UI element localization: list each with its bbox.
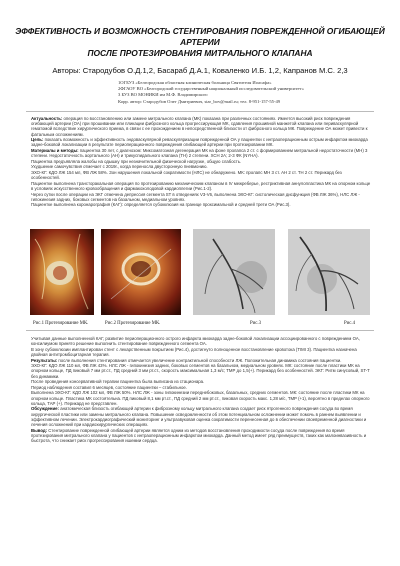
conclusion-text: Стентирование поврежденной огибающей артерии является одним из методов восстановления проходимости сосуда после повреждения во время протезирования митрального клапана у пациентов с интраоперационным инфарктом миокарда. Данный метод имеет ряд преимуществ, таких как малоинвазивность и быстрота, что снижает риск прогрессирования ишемии сердца.	[31, 427, 367, 443]
discussion-text: анатомическая близость огибающей артерии к фиброзному кольцу митрального клапана создает риск ятрогенного повреждения сосуда во время хирургической пластики или замены митрального клапана. Повышение осведомленности об этом потенциальном осложнении может помочь в раннем выявлении и эффективном лечении. Электрокардиографический мониторинг и ультразвуковая оценка сократимости перенесенная до в обеспечении своевременной диагностики и лечения осложнений при кардиохирургических операциях.	[31, 406, 367, 427]
surgery-photo-1-image	[30, 229, 94, 315]
affiliation-1: 1ОГБУЗ «Белгородская областная клиническая больница Святителя Иоасафа»	[118, 80, 272, 85]
conclusion-label: Вывод:	[31, 427, 48, 433]
methods-line-1: пациентка 30 лет, с диагнозом: Миксоматозная дегенерация МК на фоне пролапса 2 ст. с формированием митральной недостаточности (МН) 3 степени. Недостаточность аортального (АН) и трикуспидального клапана (ТН) 2 степени. ХСН 2А; 2-3 ФК (NYHA).	[31, 148, 368, 159]
angiogram-4-image	[288, 229, 370, 315]
figure-4-angiogram-after-stent	[288, 229, 370, 315]
middle-line-1: Учитывая данные выполненной КАГ, развитие периоперационного острого инфаркта миокарда задне-боковой локализации ассоциированного с повреждением ОА, консилиумом принято решение выполнить стентирование поврежденного сегмента ОА.	[31, 336, 360, 347]
figure-3-caption: Рис.3	[250, 321, 261, 326]
goal-text: показать возможность и эффективность эндоваскулярной реваскуляризации поврежденной ОА у пациентки с интраоперационным острым инфарктом миокарда задне-боковой локализации в результате периоперационного повреждения огибающей артерии при протезировании МК.	[31, 137, 368, 148]
divider-mid	[26, 330, 374, 331]
methods-paragraph	[31, 148, 371, 158]
results-label: Результаты:	[31, 357, 58, 363]
figure-1-surgery-photo	[30, 229, 94, 315]
title-line-2: ПОСЛЕ ПРОТЕЗИРОВАНИЯ МИТРАЛЬНОГО КЛАПАНА	[87, 48, 313, 58]
methods-line-4: ЭХО-КГ: КДО ЛЖ 154 мл, ФВ ЛЖ 58%. Зон нарушения локальной сократимости (НЛС) не обнаружено. МК: пролапс МН 3 ст. АН 2 ст. ТН 2 ст. Перикард без особенностей.	[31, 169, 342, 181]
discussion-paragraph	[31, 406, 371, 427]
affiliation-2: 2ФГАОУ ВО «Белгородский государственный национальный исследовательский университет»	[118, 86, 304, 92]
affiliations	[118, 80, 318, 105]
methods-line-5: Пациентке выполнена трансторакальная операция по протезированию механическим клапаном в IV межреберье, рестриктивная аннулопластика МК на опорном кольце в условиях искусственного кровообращения и фармакохолодовой кардиоплегии (Рис.1-2).	[31, 180, 371, 191]
results-text: после выполнения стентирования отмечается увеличение контрактильной способности ЛЖ. Положительная динамика состояния пациентки.	[58, 357, 342, 363]
methods-line-7: Пациентке выполнена коронарография (КАГ): определяется субокклюзия на границе проксимальной и средней трети ОА (Рис.3).	[31, 202, 291, 208]
authors-line: Авторы: Стародубов О.Д.1,2, Басараб Д.А.1, Коваленко И.Б. 1,2, Капранов М.С. 2,3	[52, 66, 348, 75]
divider-top	[26, 111, 374, 112]
results-paragraph	[31, 358, 371, 363]
corresponding-author: Корр. автор: Стародубов Олег Дмитриевич, star_bov@mail.ru; тел. 8-951-157-55-49	[118, 98, 281, 104]
results-line-3: Период наблюдения составил 6 месяцев, состояние пациентки – стабильное.	[31, 384, 187, 390]
relevance-label: Актуальность:	[31, 116, 63, 121]
surgery-photo-2-image	[101, 229, 181, 315]
middle-line-2: В зону субокклюзии имплантирован стент с лекарственным покрытием (Рис.4), достигнуто полноценное восстановление кровотока (TIMI 3). Пациентка назначена двойная антитромбоцитарная терапия.	[31, 346, 357, 357]
figure-2-surgery-photo	[101, 229, 181, 315]
intro-section	[31, 116, 371, 208]
figure-4-caption: Рис.4	[344, 321, 355, 326]
angiogram-3-image	[193, 229, 275, 315]
goal-label: Цель:	[31, 137, 44, 143]
methods-line-3: Ухудшение самочувствия отмечает с 2019г., когда переносла двусторонную пневмонию.	[31, 164, 208, 170]
conclusion-paragraph	[31, 428, 371, 444]
relevance-paragraph	[31, 116, 371, 137]
goal-paragraph	[31, 137, 371, 147]
title-line-1: ЭФФЕКТИВНОСТЬ И ВОЗМОЖНОСТЬ СТЕНТИРОВАНИЯ ПОВРЕЖДЕННОЙ ОГИБАЮЩЕЙ АРТЕРИИ	[15, 26, 385, 47]
affiliation-3: 3 БУЗ ВО МОНИКИ им М.Ф. Владимирского	[118, 92, 208, 98]
figure-3-angiogram	[193, 229, 275, 315]
methods-line-6: Через сутки после операции на ЭКГ отмечена депрессия сегмента ST в отведениях V3-V6, выполнена ЭХО-КГ: систолическая дисфункция (ФВ ЛЖ 36%), НЛС ЛЖ - гипокинезия задних, боковых сегментов на базальном, медиальном уровнях.	[31, 191, 360, 202]
figure-1-caption: Рис.1 Протезирование МК.	[33, 321, 89, 326]
poster-title	[12, 26, 388, 59]
results-line-4: Выполнена ЭХО-КГ: КДО ЛЖ 102 мл, ФВ ЛЖ 50%. НЛС ЛЖ - зоны гипокинезии переднебоковых, базальных, средних сегментов. МК: состояние после пластики МК на опорном кольце. Пластика МК состоятельна. ПД пиковый 8,1 мм рт.ст., ПД средний 2 мм рт.ст., пиковая скорость макс. 1,28 м/с, ТМР (+1), вероятно в пределах опорного кольца, ТАР (+). Перикард не представлен.	[31, 390, 370, 406]
discussion-label: Обсуждение:	[31, 406, 59, 412]
results-section	[31, 336, 371, 444]
results-line-2: После проведения консервативной терапии пациентка была выписана из стационара.	[31, 379, 205, 385]
methods-line-2: Пациентка предъявляла жалобы на одышку при незначительной физической нагрузке, общую слабость.	[31, 158, 242, 164]
results-line-1: ЭХО-КГ: КДО ЛЖ 110 мл, ФВ ЛЖ 43%. НЛС ЛЖ - гипокинезия задних, боковых сегментов на базальном, медиальном уровнях. МК: состояние после пластики МК на опорном кольце, ПД пиковый 7 мм рт.ст., ПД средний 3 мм рт.ст., скорость максимальная 1,3 м/с; ТМР до 1,5(+). Перикард без особенностей. ЭКГ: Ритм синусовый, ST-T без динамики.	[31, 363, 370, 379]
methods-label: Материалы и методы:	[31, 148, 79, 153]
figure-2-caption: Рис.2 Протезирование МК.	[105, 321, 161, 326]
relevance-text: операция по восстановлению или замене митрального клапана (МК) показана при различных состояниях. Имеется высокий риск повреждения огибающей артерии (ОА) при прошивании или пликации фиброзного кольца прогрессирующая МК, сдавления прошивной манжетой клапана или периваскулярной гематомой вследствие хирургического приема, в связи с ее прохождением в непосредственной близости от фиброзного кольца МК. Повреждение ОА может привести к фатальным осложнениям.	[31, 116, 368, 137]
